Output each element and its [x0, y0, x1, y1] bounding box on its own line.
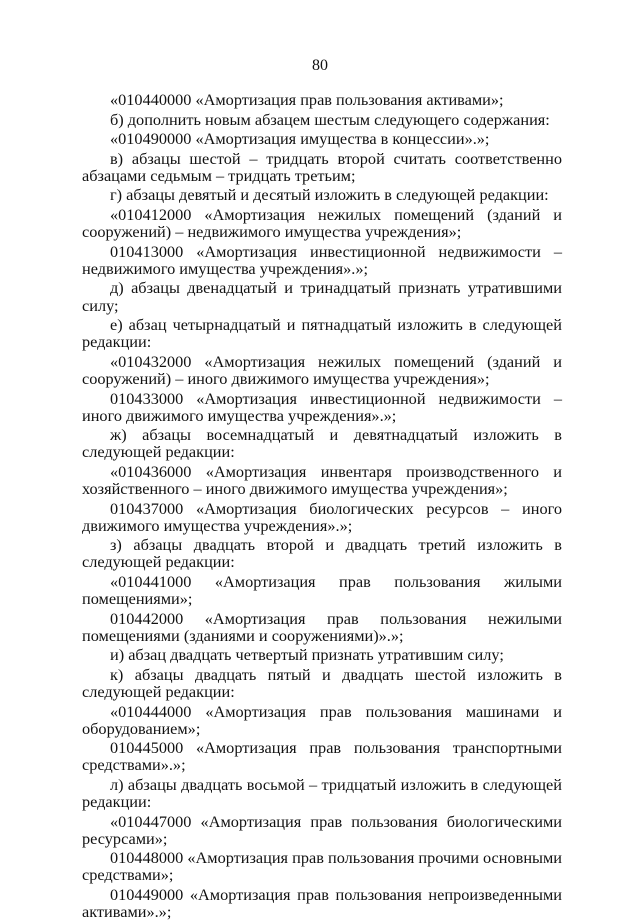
paragraph-15: з) абзацы двадцать второй и двадцать третий изложить в следующей редакции: — [82, 535, 562, 572]
paragraph-24: 010448000 «Амортизация прав пользования прочими основными средствами»; — [82, 848, 562, 885]
paragraph-4: в) абзацы шестой – тридцать второй считать соответственно абзацами седьмым – тридцать третьим; — [82, 148, 562, 185]
paragraph-23: «010447000 «Амортизация прав пользования биологическими ресурсами»; — [82, 811, 562, 848]
paragraph-22: л) абзацы двадцать восьмой – тридцатый изложить в следующей редакции: — [82, 774, 562, 812]
paragraph-14: 010437000 «Амортизация биологических ресурсов – иного движимого имущества учреждения».»; — [82, 498, 562, 535]
paragraph-12: ж) абзацы восемнадцатый и девятнадцатый изложить в следующей редакции: — [82, 425, 562, 462]
paragraph-1: «010440000 «Амортизация прав пользования активами»; — [110, 90, 504, 109]
paragraph-9: е) абзац четырнадцатый и пятнадцатый изложить в следующей редакции: — [82, 315, 562, 352]
paragraph-18: и) абзац двадцать четвертый признать утратившим силу; — [110, 645, 504, 665]
paragraph-2: б) дополнить новым абзацем шестым следующего содержания: — [110, 109, 550, 129]
paragraph-7: 010413000 «Амортизация инвестиционной недвижимости – недвижимого имущества учреждения».»; — [82, 241, 562, 278]
paragraph-11: 010433000 «Амортизация инвестиционной недвижимости – иного движимого имущества учреждения».»; — [82, 388, 562, 425]
paragraph-8: д) абзацы двенадцатый и тринадцатый признать утратившими силу; — [82, 278, 562, 315]
page-number: 80 — [312, 57, 328, 74]
paragraph-13: «010436000 «Амортизация инвентаря производственного и хозяйственного – иного движимого имущества учреждения»; — [82, 461, 562, 498]
document-body — [82, 91, 562, 920]
paragraph-17: 010442000 «Амортизация прав пользования нежилыми помещениями (зданиями и сооружениями)».»; — [82, 608, 562, 645]
paragraph-20: «010444000 «Амортизация прав пользования машинами и оборудованием»; — [82, 701, 562, 738]
paragraph-25: 010449000 «Амортизация прав пользования непроизведенными активами».»; — [82, 885, 562, 921]
paragraph-21: 010445000 «Амортизация прав пользования транспортными средствами».»; — [82, 738, 562, 775]
paragraph-19: к) абзацы двадцать пятый и двадцать шестой изложить в следующей редакции: — [82, 664, 562, 701]
paragraph-3: «010490000 «Амортизация имущества в концессии».»; — [110, 129, 490, 149]
paragraph-10: «010432000 «Амортизация нежилых помещений (зданий и сооружений) – иного движимого имущества учреждения»; — [82, 351, 562, 388]
paragraph-5: г) абзацы девятый и десятый изложить в следующей редакции: — [110, 185, 549, 205]
paragraph-16: «010441000 «Амортизация прав пользования жилыми помещениями»; — [82, 571, 562, 609]
paragraph-6: «010412000 «Амортизация нежилых помещений (зданий и сооружений) – недвижимого имущества учреждения»; — [82, 205, 562, 242]
